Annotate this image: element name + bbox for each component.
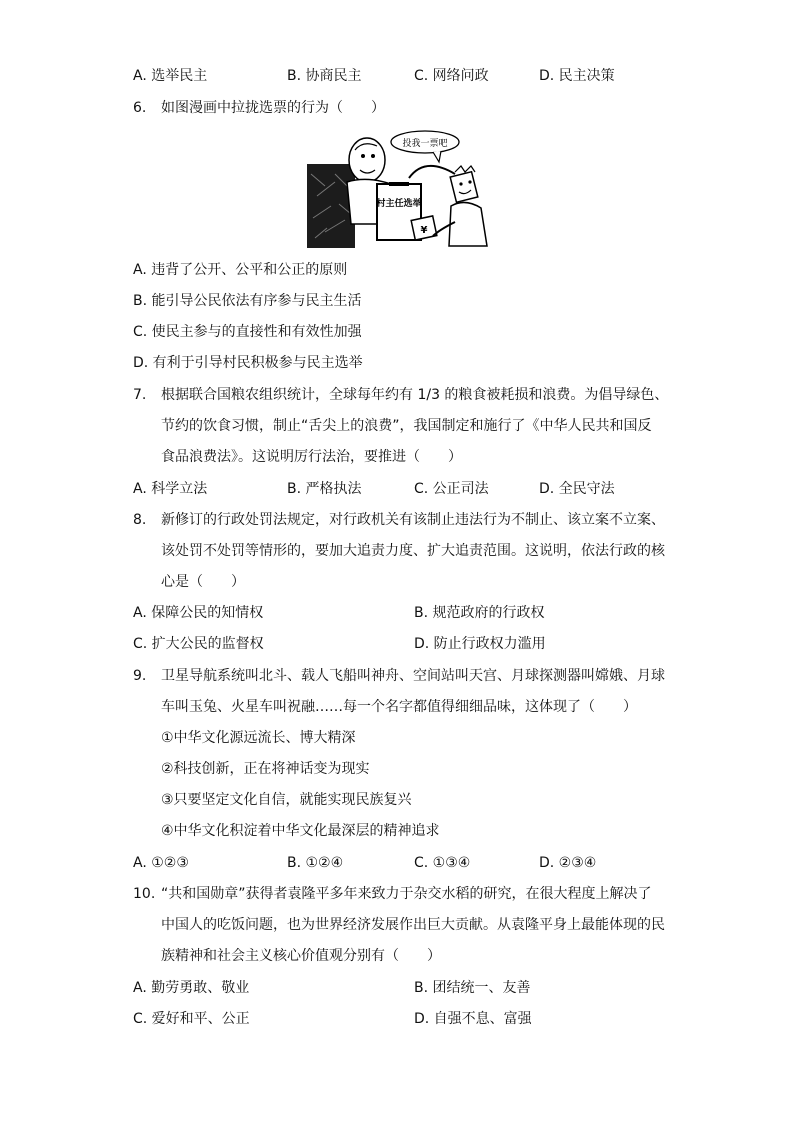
q9-statement-1: ①中华文化源远流长、博大精深 [161,730,356,746]
speech-bubble-text: 投我一票吧 [402,139,448,149]
svg-text:¥: ¥ [420,225,428,236]
q5-option-a[interactable]: A. 选举民主 [133,68,208,84]
q5-option-b[interactable]: B. 协商民主 [287,68,362,84]
q8-stem-line-3: 心是（ ） [161,574,245,590]
q10-option-a[interactable]: A. 勤劳勇敢、敬业 [133,980,250,996]
q9-statement-3: ③只要坚定文化自信，就能实现民族复兴 [161,792,412,808]
q9-statement-4: ④中华文化积淀着中华文化最深层的精神追求 [161,823,440,839]
q5-option-c[interactable]: C. 网络问政 [414,68,489,84]
q7-stem-line-3: 食品浪费法》。这说明厉行法治，要推进（ ） [161,449,462,465]
q6-option-c[interactable]: C. 使民主参与的直接性和有效性加强 [133,324,362,340]
q7-option-a[interactable]: A. 科学立法 [133,481,208,497]
q10-stem-line-3: 族精神和社会主义核心价值观分别有（ ） [161,948,441,964]
q8-option-a[interactable]: A. 保障公民的知情权 [133,605,264,621]
q8-number: 8. [133,512,147,528]
q10-option-d[interactable]: D. 自强不息、富强 [414,1011,532,1027]
q8-option-b[interactable]: B. 规范政府的行政权 [414,605,545,621]
q9-option-c[interactable]: C. ①③④ [414,855,471,871]
q9-option-b[interactable]: B. ①②④ [287,855,344,871]
q8-option-c[interactable]: C. 扩大公民的监督权 [133,636,264,652]
q7-number: 7. [133,387,147,403]
q6-option-a[interactable]: A. 违背了公开、公平和公正的原则 [133,262,348,278]
q9-option-a[interactable]: A. ①②③ [133,855,189,871]
q6-option-b[interactable]: B. 能引导公民依法有序参与民主生活 [133,293,362,309]
q10-number: 10. [133,886,156,902]
q10-stem-line-1: “共和国勋章”获得者袁隆平多年来致力于杂交水稻的研究，在很大程度上解决了 [161,886,652,902]
q7-option-d[interactable]: D. 全民守法 [539,481,615,497]
q5-option-d[interactable]: D. 民主决策 [539,68,615,84]
q9-stem-line-1: 卫星导航系统叫北斗、载人飞船叫神舟、空间站叫天宫、月球探测器叫嫦娥、月球 [161,668,665,684]
q9-stem-line-2: 车叫玉兔、火星车叫祝融……每一个名字都值得细细品味，这体现了（ ） [161,699,637,715]
ballot-cartoon-image [305,126,490,251]
q8-stem-line-1: 新修订的行政处罚法规定，对行政机关有该制止违法行为不制止、该立案不立案、 [161,512,665,528]
q9-number: 9. [133,668,147,684]
q10-option-b[interactable]: B. 团结统一、友善 [414,980,531,996]
q6-stem: 如图漫画中拉拢选票的行为（ ） [161,100,385,116]
q7-option-b[interactable]: B. 严格执法 [287,481,362,497]
q7-stem-line-1: 根据联合国粮农组织统计，全球每年约有 1/3 的粮食被耗损和浪费。为倡导绿色、 [161,387,669,403]
q10-stem-line-2: 中国人的吃饭问题，也为世界经济发展作出巨大贡献。从袁隆平身上最能体现的民 [161,917,665,933]
q7-option-c[interactable]: C. 公正司法 [414,481,489,497]
q10-option-c[interactable]: C. 爱好和平、公正 [133,1011,250,1027]
ballot-box-label: 村主任选举 [376,199,422,209]
q9-statement-2: ②科技创新，正在将神话变为现实 [161,761,370,777]
q8-option-d[interactable]: D. 防止行政权力滥用 [414,636,546,652]
q6-number: 6. [133,100,147,116]
q7-stem-line-2: 节约的饮食习惯，制止“舌尖上的浪费”，我国制定和施行了《中华人民共和国反 [161,418,652,434]
q9-option-d[interactable]: D. ②③④ [539,855,597,871]
q8-stem-line-2: 该处罚不处罚等情形的，要加大追责力度、扩大追责范围。这说明，依法行政的核 [161,543,665,559]
q6-option-d[interactable]: D. 有利于引导村民积极参与民主选举 [133,355,363,371]
